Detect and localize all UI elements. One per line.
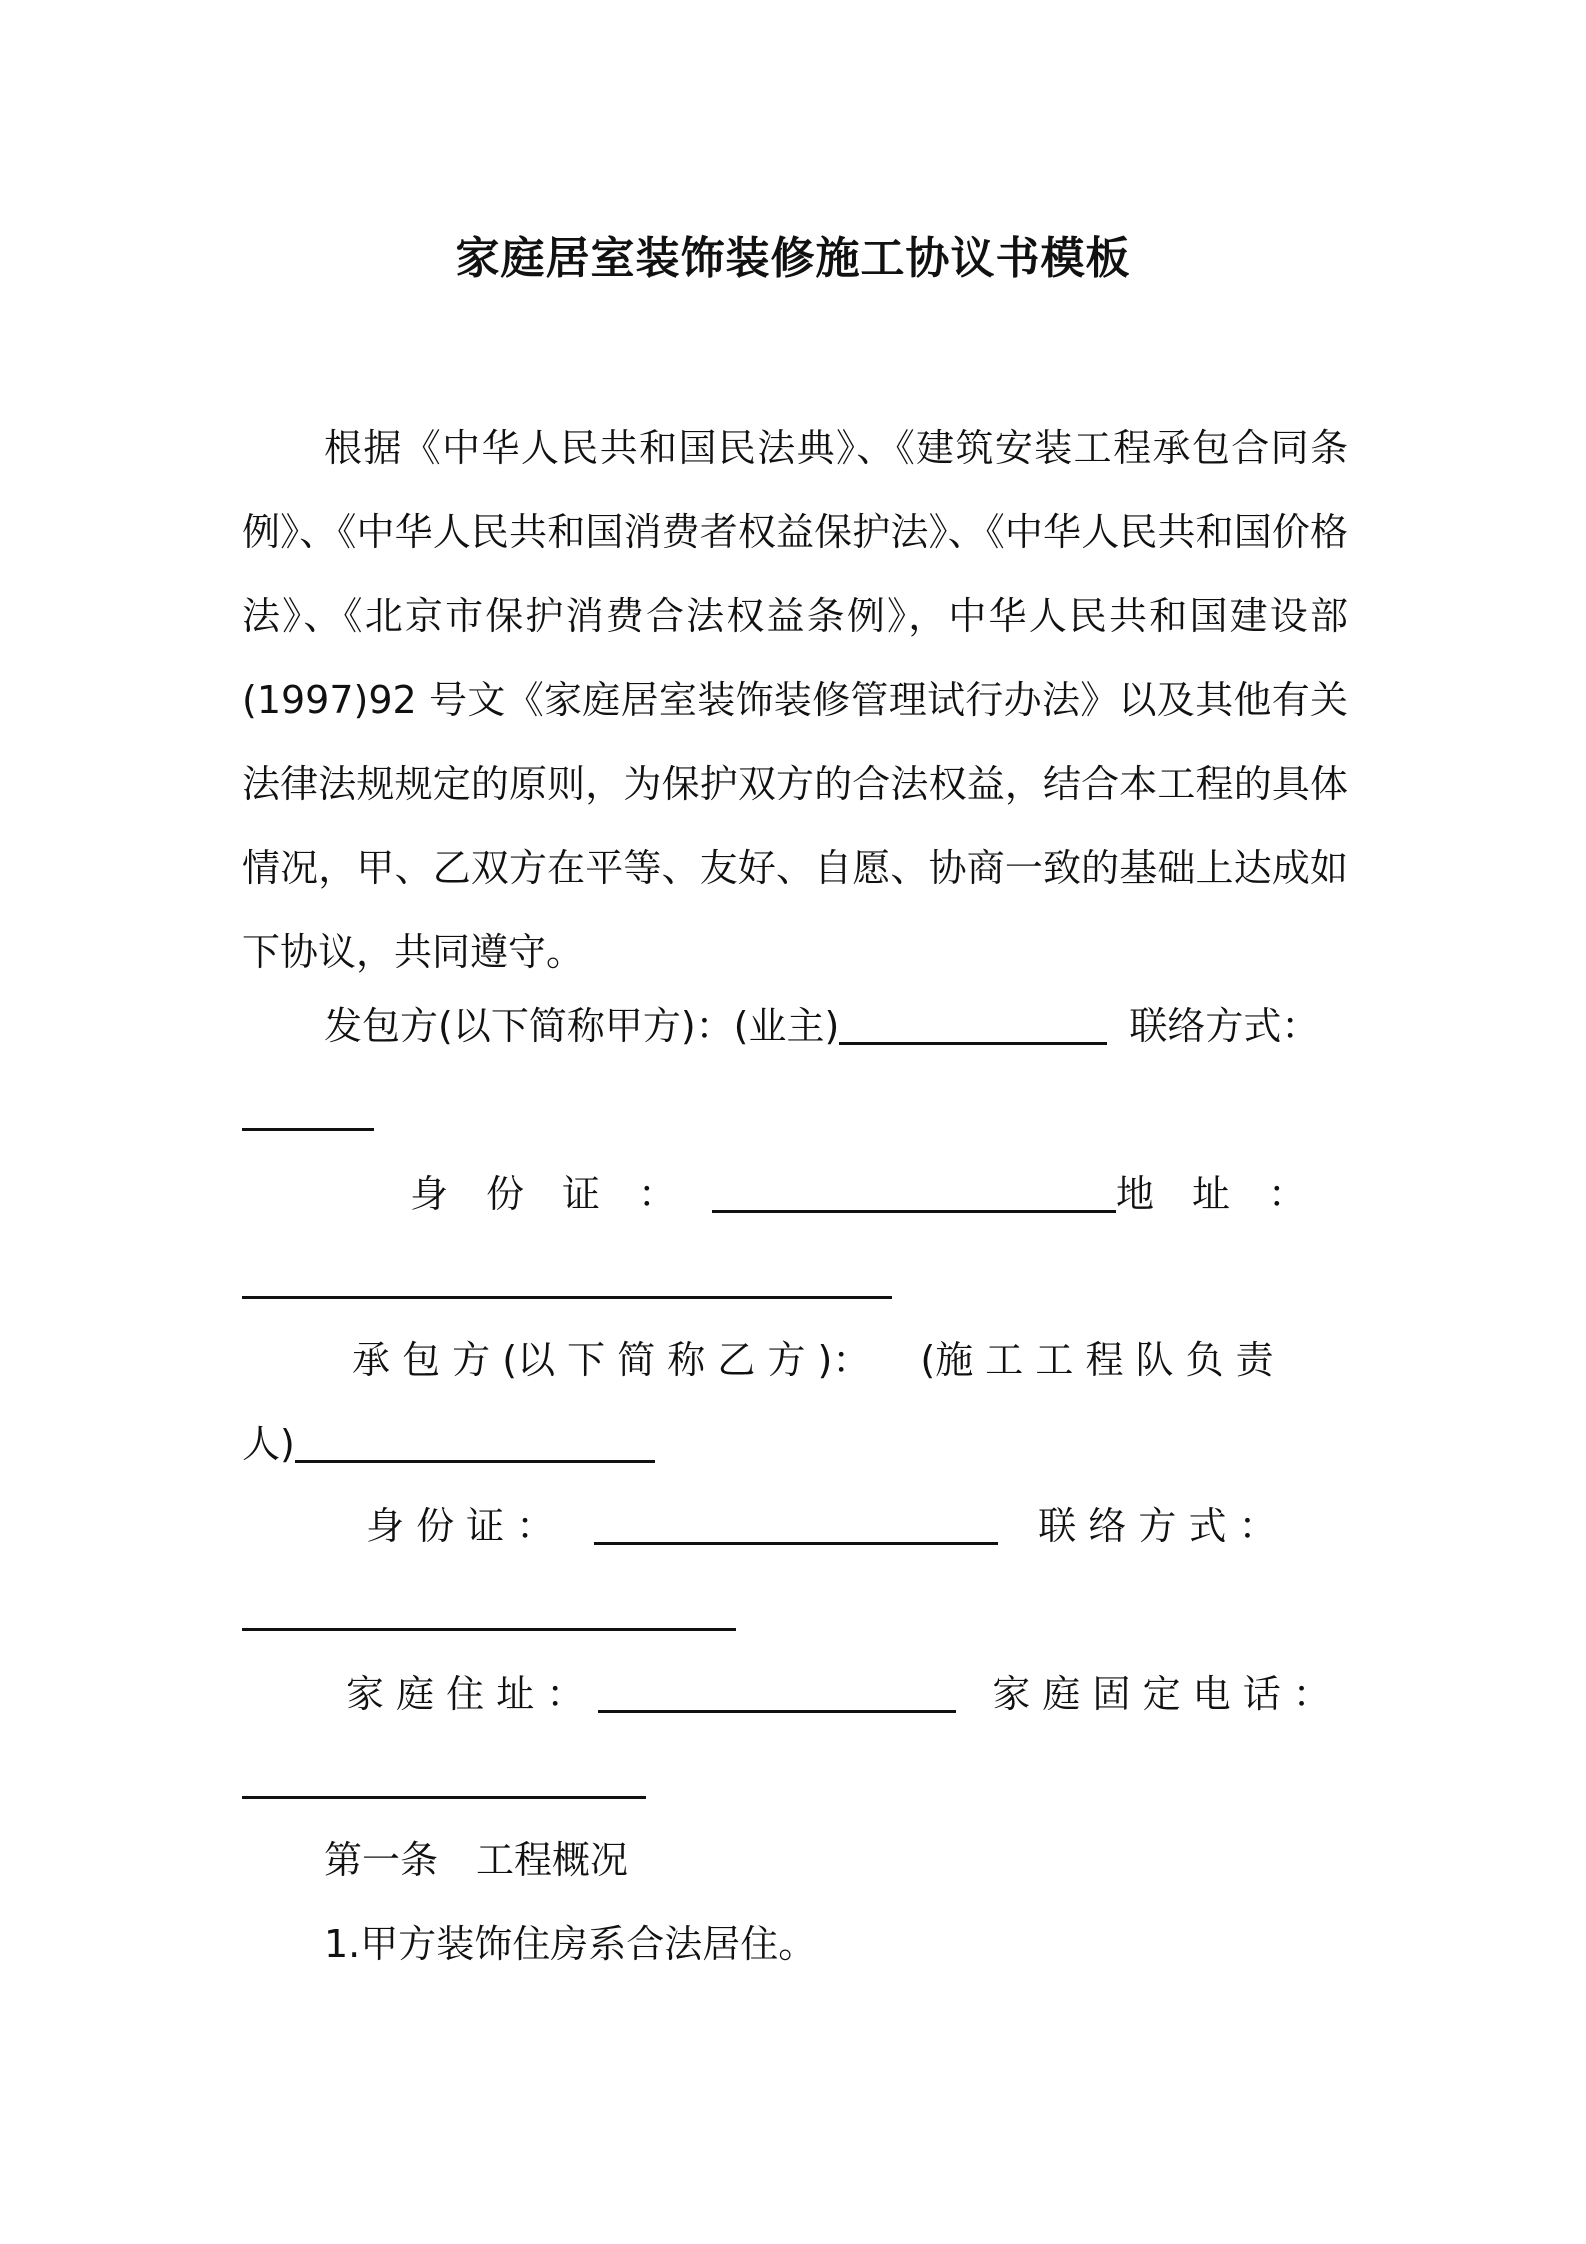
party-b-role-label: (施 工 工 程 队 负 责 — [920, 1338, 1274, 1382]
party-a-row — [324, 1000, 1319, 1052]
party-b-home-row — [346, 1668, 1331, 1720]
intro-paragraph: 根据《中华人民共和国民法典》、《建筑安装工程承包合同条例》、《中华人民共和国消费者权益保护法》、《中华人民共和国价格法》、《北京市保护消费合法权益条例》，中华人民共和国建设部(1997)92 号文《家庭居室装饰装修管理试行办法》以及其他有关法律法规规定的原则，为保护双方的合法权益，结合本工程的具体情况，甲、乙双方在平等、友好、自愿、协商一致的基础上达成如下协议，共同遵守。 — [242, 426, 1348, 974]
party-a-contact-label: 联络方式： — [1129, 1004, 1320, 1048]
party-b-contact-label: 联 络 方 式 ： — [1038, 1504, 1277, 1548]
party-b-home-address-label: 家 庭 住 址 ： — [346, 1672, 585, 1716]
party-b-role-row — [242, 1418, 655, 1470]
party-b-row — [352, 1334, 1274, 1386]
party-b-id-label: 身 份 证 ： — [366, 1504, 555, 1548]
article-1-item-1: 1.甲方装饰住房系合法居住。 — [324, 1922, 817, 1966]
party-b-home-phone-label: 家 庭 固 定 电 话 ： — [992, 1672, 1331, 1716]
party-a-contact-row — [242, 1086, 374, 1138]
party-a-id-blank — [712, 1172, 1116, 1213]
party-a-address-blank — [242, 1258, 892, 1299]
party-b-role-label-end: 人) — [242, 1422, 295, 1466]
party-b-label: 承 包 方 (以 下 简 称 乙 方 )： — [352, 1338, 871, 1382]
party-b-id-blank — [594, 1504, 998, 1545]
document-title: 家庭居室装饰装修施工协议书模板 — [455, 233, 1131, 284]
party-a-address-label: 地 址 ： — [1116, 1172, 1307, 1216]
party-b-contact-row — [242, 1586, 736, 1638]
party-a-label: 发包方(以下简称甲方)：(业主) — [324, 1004, 840, 1048]
party-b-home-address-blank — [598, 1672, 956, 1713]
party-b-id-row — [366, 1500, 1277, 1552]
party-a-id-label: 身 份 证 ： — [410, 1172, 677, 1216]
party-a-name-blank — [839, 1004, 1107, 1045]
article-1-heading: 第一条 工程概况 — [324, 1838, 629, 1882]
party-a-id-row — [410, 1168, 1306, 1220]
party-b-contact-blank — [242, 1590, 736, 1631]
party-a-address-row — [242, 1254, 892, 1306]
party-b-home-phone-row — [242, 1754, 646, 1806]
party-a-contact-blank — [242, 1090, 374, 1131]
party-b-name-blank — [295, 1422, 655, 1463]
party-b-home-phone-blank — [242, 1758, 646, 1799]
